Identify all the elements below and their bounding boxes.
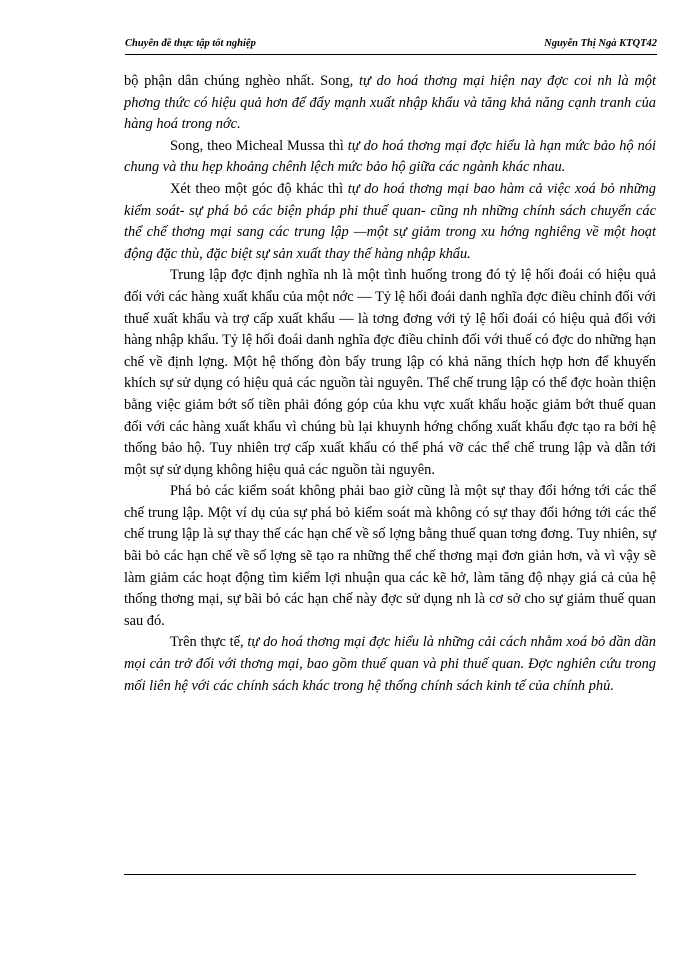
header-divider xyxy=(125,54,657,55)
body-paragraph xyxy=(124,481,656,632)
page-header xyxy=(125,38,657,54)
body-text: Trung lập đợc định nghĩa nh là một tình huống trong đó tỷ lệ hối đoái có hiệu quả đối với các hàng xuất khẩu của một nớc — Tỷ lệ hối đoái danh nghĩa đợc điều chỉnh đối với thuế xuất khẩu và trợ cấp xuất khẩu — là tơng đơng với tỷ lệ hối đoái có hiệu quả đối với hàng nhập khẩu. Tỷ lệ hối đoái danh nghĩa đợc điều chỉnh đối với thuế có đợc do những hạn chế về định lợng. Một hệ thống đòn bẩy trung lập có khả năng thích hợp hơn để khuyến khích sự sử dụng có hiệu quả các nguồn tài nguyên. Thể chế trung lập có thể đợc hoàn thiện bằng việc giảm bớt số tiền phải đóng góp của khu vực xuất khẩu hoặc giảm bớt thuế quan đối với các hàng xuất khẩu vì chúng bù lại khuynh hớng chống xuất khẩu đợc tạo ra bởi hệ thống bảo hộ. Tuy nhiên trợ cấp xuất khẩu có thể phá vỡ các thể chế trung lập và dẫn tới một sự sử dụng không hiệu quả các nguồn tài nguyên. xyxy=(124,267,656,478)
body-paragraph xyxy=(124,136,656,179)
body-paragraph xyxy=(124,632,656,697)
italic-text: tự do hoá thơng mại đợc hiểu là hạn mức bảo hộ nói chung và thu hẹp khoảng chênh lệch mức bảo hộ giữa các ngành khác nhau. xyxy=(124,137,656,176)
body-text: Song, theo Micheal Mussa thì xyxy=(170,137,348,154)
italic-text: tự do hoá thơng mại đợc hiểu là những cải cách nhằm xoá bỏ dần dần mọi cản trở đối với thơng mại, bao gồm thuế quan và phi thuế quan. Đợc nghiên cứu trong mối liên hệ với các chính sách khác trong hệ thống chính sách kinh tế của chính phủ. xyxy=(124,634,656,694)
body-paragraph xyxy=(124,265,656,481)
document-body xyxy=(124,71,656,697)
body-text: bộ phận dân chúng nghèo nhất. Song, xyxy=(124,73,359,89)
header-document-title: Chuyên đề thực tập tốt nghiệp xyxy=(125,38,256,49)
footer-divider xyxy=(124,874,636,875)
body-paragraph xyxy=(124,179,656,265)
body-text: Xét theo một góc độ khác thì xyxy=(170,180,348,197)
italic-text: tự do hoá thơng mại bao hàm cả việc xoá bỏ những kiểm soát- sự phá bỏ các biện pháp phi thuế quan- cũng nh những chính sách chuyển các thể chế thơng mại sang các trung lập —một sự giảm trong xu hớng nghiêng về một hoạt động đặc thù, đặc biệt sự sản xuất thay thế hàng nhập khẩu. xyxy=(124,180,656,262)
body-text: Trên thực tế, xyxy=(170,634,248,651)
body-text: Phá bỏ các kiểm soát không phải bao giờ cũng là một sự thay đổi hớng tới các thể chế trung lập. Một ví dụ của sự phá bỏ kiểm soát mà không có sự thay đổi hớng tới các thể chế trung lập là sự thay thế các hạn chế về số lợng bằng thuế quan tơng đơng. Tuy nhiên, sự bãi bỏ các hạn chế về số lợng sẽ tạo ra những thể chế thơng mại đơn giản hơn, và vì vậy sẽ làm giảm các hoạt động tìm kiếm lợi nhuận qua các kẽ hở, làm tăng độ nhạy giá cả của hệ thống thơng mại, sự bãi bỏ các hạn chế này đợc sử dụng nh là cơ sở cho sự giảm thuế quan sau đó. xyxy=(124,483,656,629)
italic-text: tự do hoá thơng mại hiện nay đợc coi nh là một phơng thức có hiệu quả hơn để đẩy mạnh xuất nhập khẩu và tăng khả năng cạnh tranh của hàng hoá trong nớc. xyxy=(124,73,656,133)
body-paragraph xyxy=(124,71,656,136)
header-author-class: Nguyễn Thị Ngà KTQT42 xyxy=(544,38,657,49)
